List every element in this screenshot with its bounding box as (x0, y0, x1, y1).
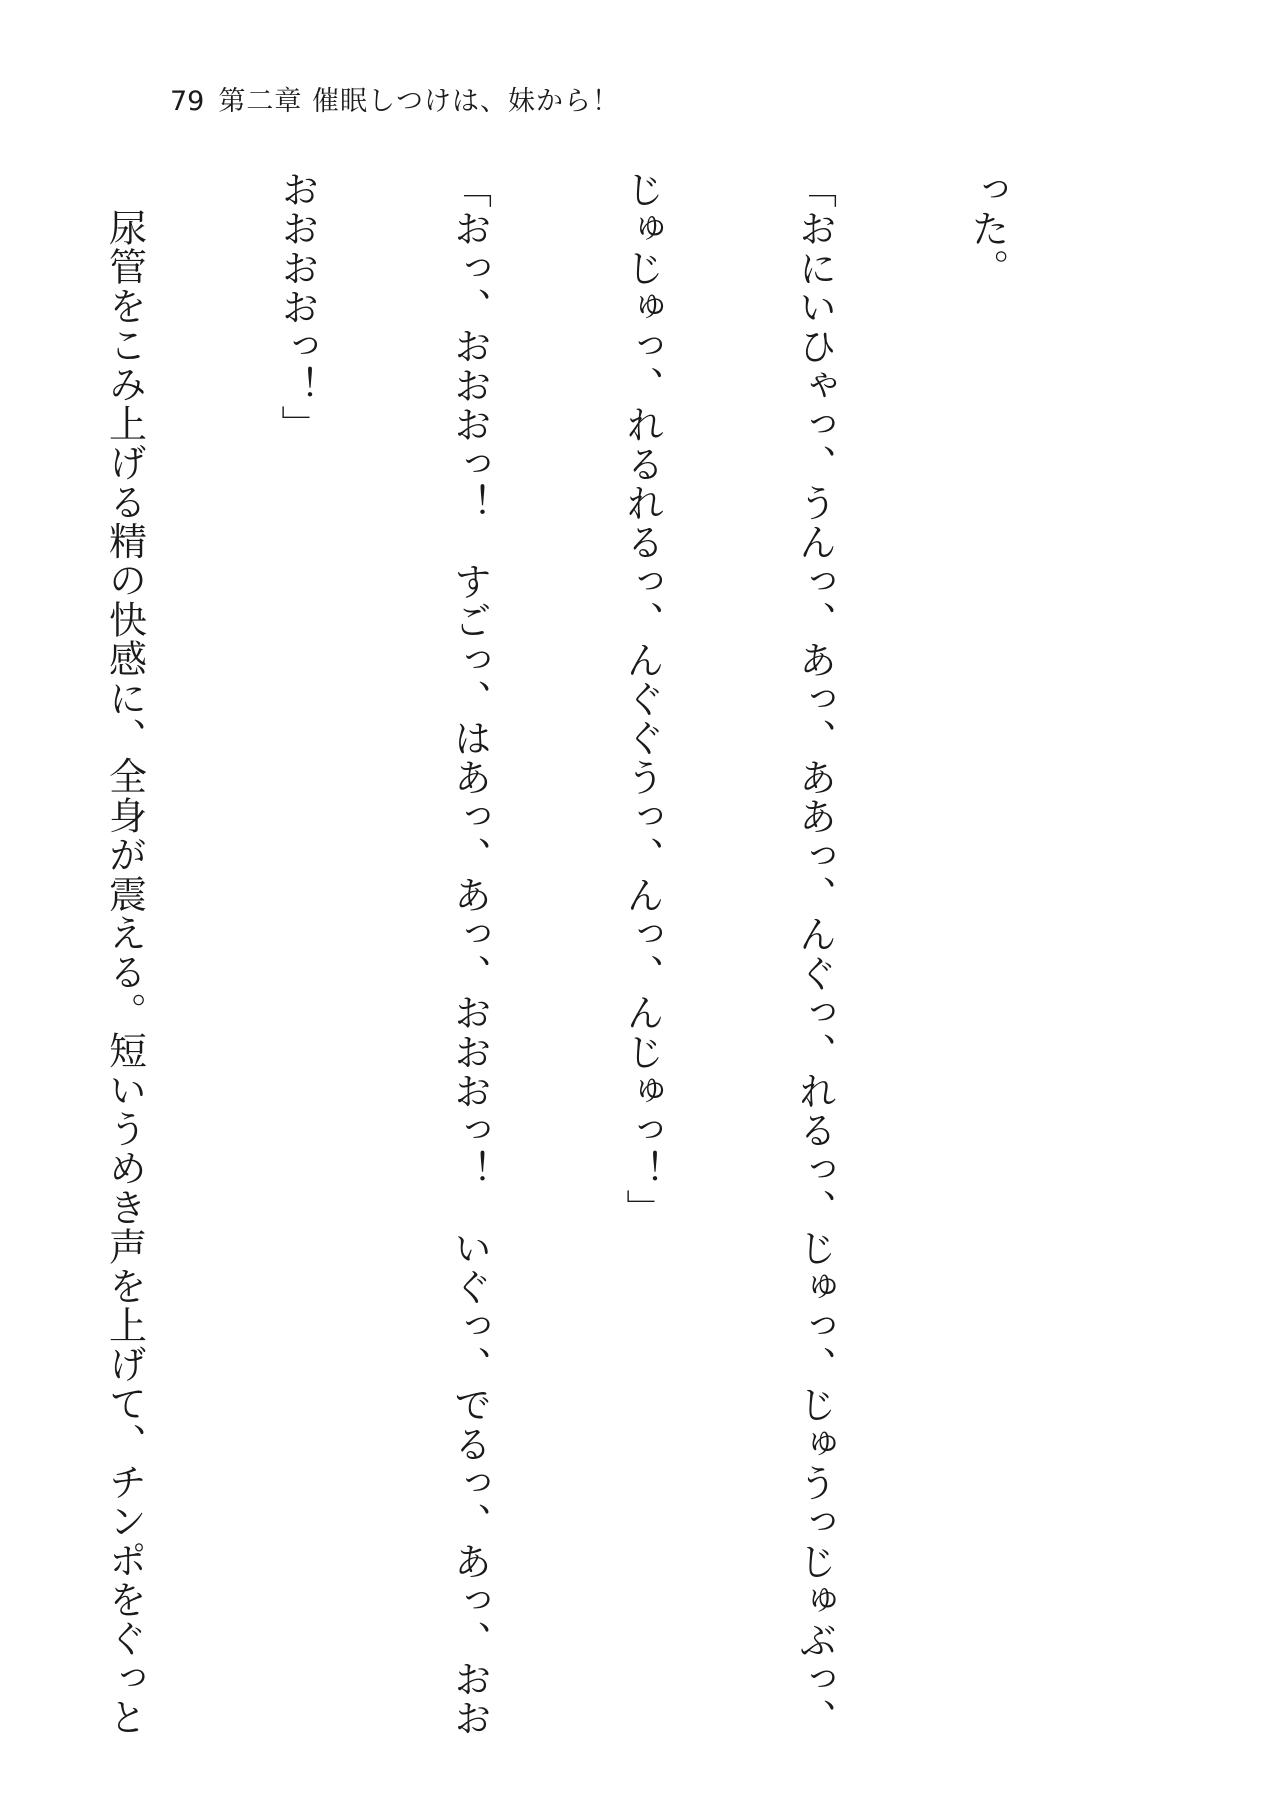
text-line: 尿管をこみ上げる精の快感に、全身が震える。短いうめき声を上げて、チンポをぐっと (102, 208, 147, 1737)
text-line: 「おにいひゃっ、うんっ、あっ、ああっ、んぐっ、れるっ、じゅっ、じゅうっじゅぶっ、 (792, 170, 837, 1738)
body-text (0, 170, 1130, 1738)
running-header (170, 82, 620, 122)
text-line: おおおおっ！」 (275, 170, 319, 445)
chapter-title: 第二章 催眠しつけは、妹から！ (218, 86, 620, 117)
text-line: った。 (965, 170, 1009, 288)
page-number: 79 (170, 86, 205, 117)
text-line: 「おっ、おおおっ！ すごっ、はあっ、あっ、おおおっ！ いぐっ、でるっ、あっ、おお (447, 170, 492, 1738)
text-line: じゅじゅっ、れるれるっ、んぐぐうっ、んっ、んじゅっ！」 (620, 170, 664, 1229)
